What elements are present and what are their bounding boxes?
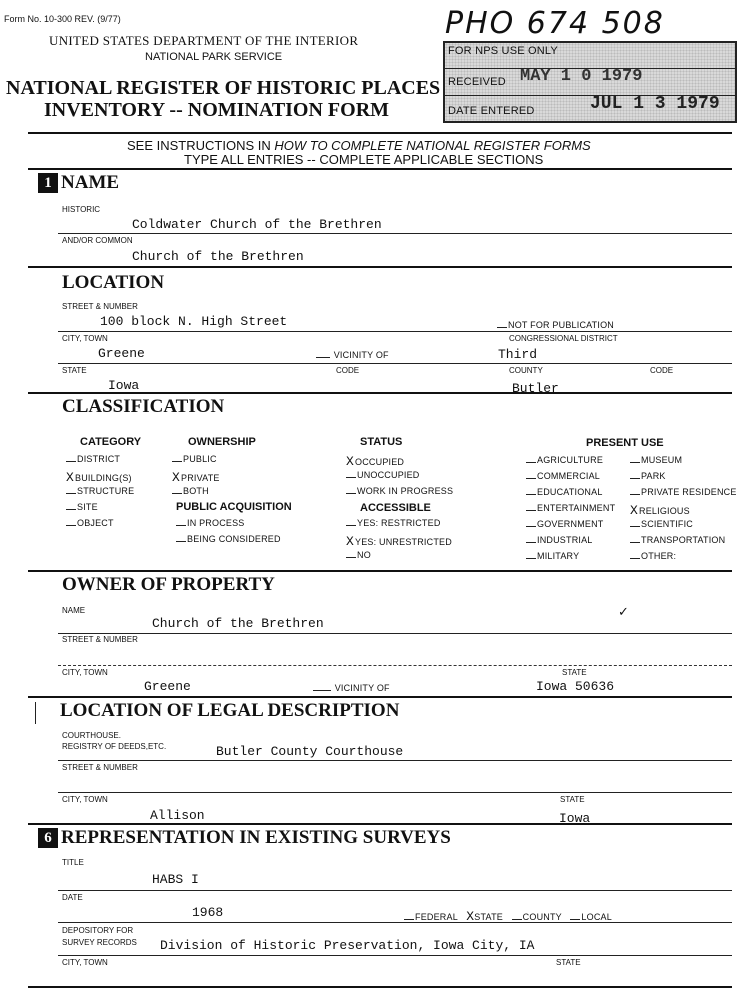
present-use-option-label: GOVERNMENT <box>537 519 604 529</box>
ownership-option-label: PUBLIC <box>183 454 217 464</box>
present-use-option <box>526 551 579 561</box>
blank-mark <box>526 462 536 463</box>
received-label: RECEIVED <box>448 76 506 88</box>
acquisition-option-label: BEING CONSIDERED <box>187 534 281 544</box>
blank-mark <box>176 525 186 526</box>
county-label: COUNTY <box>509 366 543 375</box>
survey-date-label: DATE <box>62 893 83 902</box>
section-number-badge: 1 <box>38 173 58 193</box>
present-use-option <box>630 551 676 561</box>
present-use-option-label: INDUSTRIAL <box>537 535 593 545</box>
category-option <box>66 518 114 528</box>
vicinity-of: VICINITY OF <box>316 350 389 360</box>
status-option-label: UNOCCUPIED <box>357 470 420 480</box>
legal-state-label: STATE <box>560 795 585 804</box>
survey-level-options: FEDERAL XSTATE COUNTY LOCAL <box>404 909 612 924</box>
x-mark: X <box>346 454 355 469</box>
form-title-line2: INVENTORY -- NOMINATION FORM <box>44 99 390 121</box>
nps-use-stamp <box>443 41 737 123</box>
common-label: AND/OR COMMON <box>62 236 133 245</box>
status-option <box>346 470 420 480</box>
ownership-option <box>172 486 209 496</box>
form-title-line1: NATIONAL REGISTER OF HISTORIC PLACES <box>6 77 441 99</box>
depository-label-1: DEPOSITORY FOR <box>62 926 134 935</box>
present-use-option <box>526 487 603 497</box>
present-use-option-label: COMMERCIAL <box>537 471 601 481</box>
ownership-option <box>172 470 220 485</box>
received-date: MAY 1 0 1979 <box>520 67 643 86</box>
acquisition-heading: PUBLIC ACQUISITION <box>176 501 292 513</box>
blank-mark <box>526 526 536 527</box>
present-use-option <box>526 503 615 513</box>
status-option-label: OCCUPIED <box>355 457 405 467</box>
service-name: NATIONAL PARK SERVICE <box>145 51 283 63</box>
status-option <box>346 486 453 496</box>
present-use-option <box>630 503 690 518</box>
acquisition-option-label: IN PROCESS <box>187 518 245 528</box>
courthouse-value: Butler County Courthouse <box>216 744 404 759</box>
present-use-option <box>526 519 604 529</box>
section-classification-header: CLASSIFICATION <box>62 396 225 417</box>
blank-mark <box>346 477 356 478</box>
present-use-option-label: MILITARY <box>537 551 580 561</box>
blank-mark <box>346 525 356 526</box>
section-surveys-header: 6 REPRESENTATION IN EXISTING SURVEYS <box>38 827 451 849</box>
category-option-label: OBJECT <box>77 518 114 528</box>
instructions-line2: TYPE ALL ENTRIES -- COMPLETE APPLICABLE SECTIONS <box>184 152 544 167</box>
code2-label: CODE <box>650 366 674 375</box>
category-option-label: DISTRICT <box>77 454 121 464</box>
category-option <box>66 470 132 485</box>
state-value: Iowa <box>108 378 140 393</box>
blank-mark <box>346 493 356 494</box>
x-mark: X <box>630 503 639 518</box>
handwritten-id: PHO 674 508 <box>445 6 665 41</box>
depository-label-2: SURVEY RECORDS <box>62 938 137 947</box>
blank-mark <box>630 542 640 543</box>
present-use-option <box>630 535 725 545</box>
owner-state-value: Iowa 50636 <box>536 679 615 694</box>
city-label: CITY, TOWN <box>62 334 108 343</box>
blank-mark <box>176 541 186 542</box>
acquisition-option <box>176 518 245 528</box>
form-number: Form No. 10-300 REV. (9/77) <box>4 14 121 24</box>
common-name-value: Church of the Brethren <box>132 249 304 264</box>
present-use-option <box>630 471 666 481</box>
present-use-option-label: OTHER: <box>641 551 677 561</box>
present-use-option-label: ENTERTAINMENT <box>537 503 616 513</box>
category-option-label: SITE <box>77 502 98 512</box>
courthouse-label-1: COURTHOUSE. <box>62 731 121 740</box>
present-use-option <box>526 535 593 545</box>
category-heading: CATEGORY <box>80 436 142 448</box>
accessible-option <box>346 518 441 528</box>
present-use-option-label: RELIGIOUS <box>639 506 690 516</box>
agency-name: UNITED STATES DEPARTMENT OF THE INTERIOR <box>49 33 359 48</box>
not-for-publication: NOT FOR PUBLICATION <box>497 320 614 330</box>
blank-mark <box>630 526 640 527</box>
depository-value: Division of Historic Preservation, Iowa City, IA <box>160 938 535 953</box>
ownership-heading: OWNERSHIP <box>188 436 256 448</box>
blank-mark <box>66 461 76 462</box>
section-location-header: LOCATION <box>62 272 165 293</box>
legal-city-label: CITY, TOWN <box>62 795 108 804</box>
section-legal-header: LOCATION OF LEGAL DESCRIPTION <box>60 700 400 721</box>
owner-street-label: STREET & NUMBER <box>62 635 138 644</box>
present-use-option-label: TRANSPORTATION <box>641 535 726 545</box>
owner-name-value: Church of the Brethren <box>152 616 324 631</box>
section-name-header: 1 NAME <box>38 172 119 194</box>
blank-mark <box>630 558 640 559</box>
present-use-option <box>526 471 600 481</box>
blank-mark <box>526 478 536 479</box>
nps-use-label: FOR NPS USE ONLY <box>448 45 558 57</box>
present-use-option-label: PRIVATE RESIDENCE <box>641 487 737 497</box>
category-option-label: BUILDING(S) <box>75 473 132 483</box>
present-use-heading: PRESENT USE <box>586 437 664 449</box>
blank-mark <box>630 478 640 479</box>
accessible-option-label: YES: RESTRICTED <box>357 518 441 528</box>
survey-date-value: 1968 <box>192 905 224 920</box>
checkmark: ✓ <box>618 604 629 619</box>
owner-state-label: STATE <box>562 668 587 677</box>
present-use-option-label: PARK <box>641 471 666 481</box>
ownership-option <box>172 454 217 464</box>
street-label: STREET & NUMBER <box>62 302 138 311</box>
congressional-label: CONGRESSIONAL DISTRICT <box>509 334 618 343</box>
ownership-option-label: BOTH <box>183 486 209 496</box>
street-value: 100 block N. High Street <box>100 314 288 329</box>
accessible-option <box>346 550 371 560</box>
legal-city-value: Allison <box>150 808 205 823</box>
present-use-option-label: AGRICULTURE <box>537 455 604 465</box>
ownership-option-label: PRIVATE <box>181 473 220 483</box>
city-value: Greene <box>98 346 145 361</box>
blank-mark <box>630 494 640 495</box>
present-use-option <box>526 455 603 465</box>
present-use-option <box>630 519 693 529</box>
owner-name-label: NAME <box>62 606 86 615</box>
legal-state-value: Iowa <box>559 811 591 826</box>
courthouse-label-2: REGISTRY OF DEEDS,ETC. <box>62 742 167 751</box>
code-label: CODE <box>336 366 360 375</box>
x-mark: X <box>346 534 355 549</box>
accessible-option-label: NO <box>357 550 371 560</box>
section-owner-header: OWNER OF PROPERTY <box>62 574 275 595</box>
survey-title-label: TITLE <box>62 858 84 867</box>
status-heading: STATUS <box>360 436 403 448</box>
x-mark: X <box>172 470 181 485</box>
category-option <box>66 454 120 464</box>
historic-label: HISTORIC <box>62 205 101 214</box>
blank-mark <box>66 509 76 510</box>
historic-name-value: Coldwater Church of the Brethren <box>132 217 382 232</box>
accessible-option-label: YES: UNRESTRICTED <box>355 537 452 547</box>
category-option <box>66 486 134 496</box>
survey-city-label: CITY, TOWN <box>62 958 108 967</box>
blank-mark <box>346 557 356 558</box>
survey-state-label: STATE <box>556 958 581 967</box>
present-use-option <box>630 455 682 465</box>
category-option <box>66 502 98 512</box>
survey-title-value: HABS I <box>152 872 199 887</box>
section-number-badge: 6 <box>38 828 58 848</box>
county-value: Butler <box>512 381 559 396</box>
category-option-label: STRUCTURE <box>77 486 135 496</box>
present-use-option-label: SCIENTIFIC <box>641 519 694 529</box>
owner-vicinity-of: VICINITY OF <box>313 683 390 693</box>
legal-street-label: STREET & NUMBER <box>62 763 138 772</box>
status-option-label: WORK IN PROGRESS <box>357 486 454 496</box>
state-label: STATE <box>62 366 87 375</box>
blank-mark <box>66 525 76 526</box>
present-use-option <box>630 487 737 497</box>
date-entered-value: JUL 1 3 1979 <box>590 94 720 114</box>
present-use-option-label: EDUCATIONAL <box>537 487 603 497</box>
blank-mark <box>526 510 536 511</box>
blank-mark <box>526 494 536 495</box>
instructions-line1: SEE INSTRUCTIONS IN HOW TO COMPLETE NATIONAL REGISTER FORMS <box>127 138 591 153</box>
blank-mark <box>66 493 76 494</box>
x-mark: X <box>66 470 75 485</box>
date-entered-label: DATE ENTERED <box>448 105 535 117</box>
owner-city-value: Greene <box>144 679 191 694</box>
congressional-value: Third <box>498 347 538 362</box>
accessible-heading: ACCESSIBLE <box>360 502 431 514</box>
accessible-option <box>346 534 452 549</box>
blank-mark <box>630 462 640 463</box>
blank-mark <box>172 493 182 494</box>
blank-mark <box>526 558 536 559</box>
status-option <box>346 454 404 469</box>
blank-mark <box>172 461 182 462</box>
present-use-option-label: MUSEUM <box>641 455 683 465</box>
acquisition-option <box>176 534 281 544</box>
owner-city-label: CITY, TOWN <box>62 668 108 677</box>
blank-mark <box>526 542 536 543</box>
